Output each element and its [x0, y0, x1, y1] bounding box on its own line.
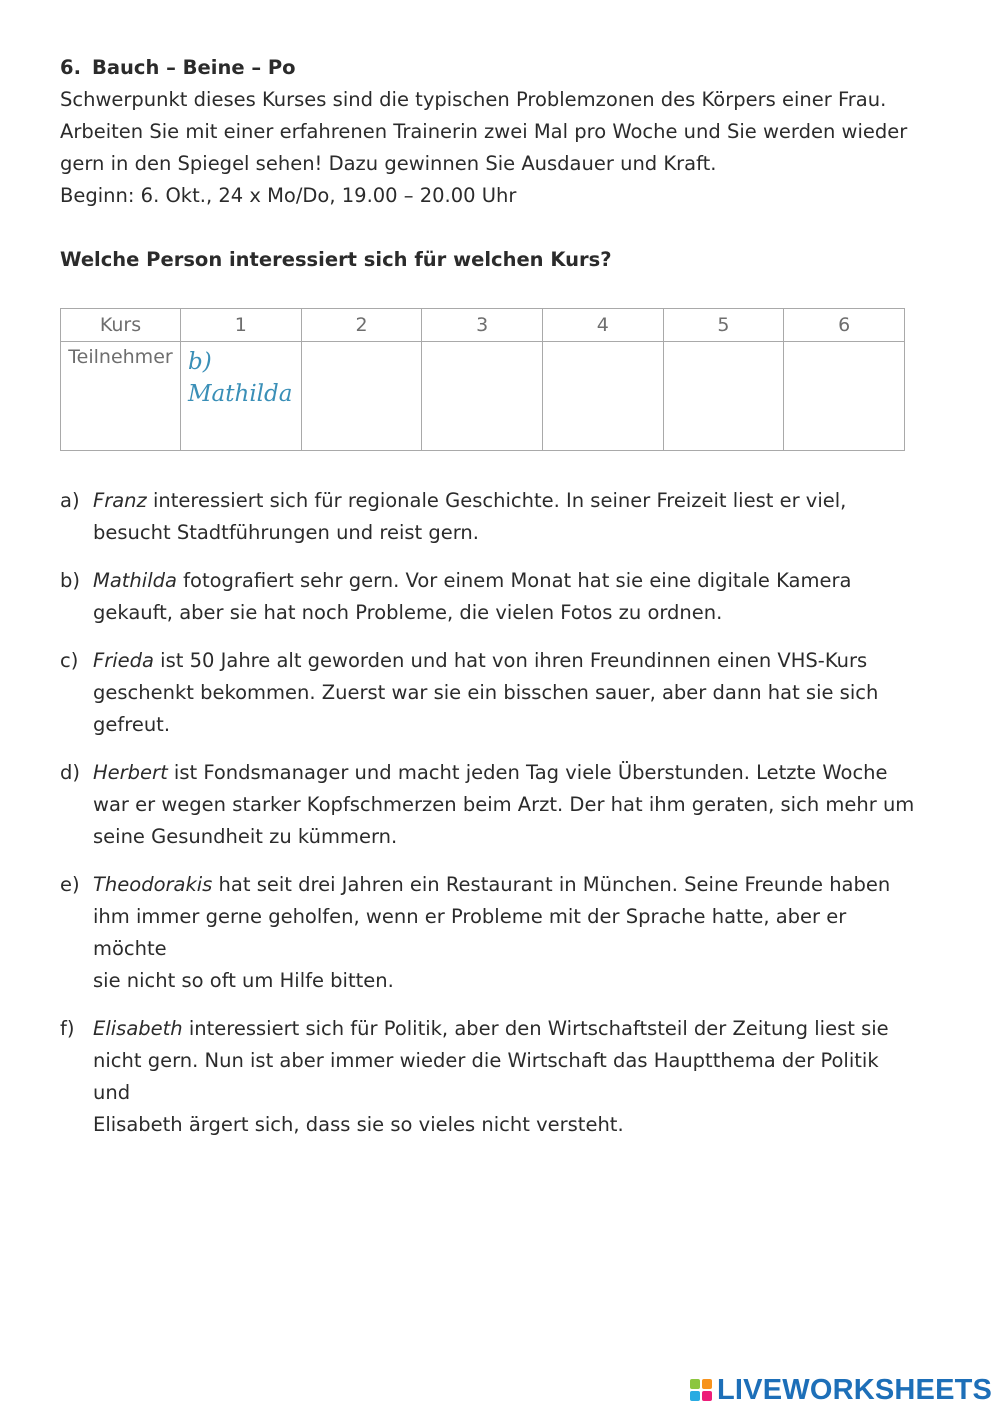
logo-square [690, 1379, 700, 1389]
item-line: gefreut. [93, 713, 171, 736]
person-name: Elisabeth [93, 1017, 183, 1040]
person-name: Theodorakis [93, 873, 213, 896]
list-item [60, 757, 920, 853]
course-column-header: 2 [301, 309, 422, 342]
course-line: Arbeiten Sie mit einer erfahrenen Trainerin zwei Mal pro Woche und Sie werden wieder [60, 120, 908, 143]
list-item [60, 1013, 920, 1141]
item-line: war er wegen starker Kopfschmerzen beim Arzt. Der hat ihm geraten, sich mehr um [93, 793, 915, 816]
answer-letter: b) [188, 349, 212, 375]
item-line: nicht gern. Nun ist aber immer wieder die Wirtschaft das Hauptthema der Politik und [93, 1049, 879, 1104]
item-letter: c) [60, 649, 79, 672]
person-list [60, 485, 920, 1157]
item-line: ist 50 Jahre alt geworden und hat von ihren Freundinnen einen VHS-Kurs [153, 649, 868, 672]
answer-cell-2[interactable] [301, 342, 422, 451]
list-item [60, 565, 920, 629]
item-text [93, 645, 920, 677]
item-text [93, 565, 920, 597]
list-item [60, 485, 920, 549]
answer-name: Mathilda [188, 381, 293, 407]
person-name: Frieda [93, 649, 154, 672]
course-description [60, 52, 920, 212]
item-text [93, 757, 920, 789]
logo-square [702, 1391, 712, 1401]
course-title [60, 52, 920, 84]
row-label-cell: Teilnehmer [61, 342, 181, 451]
item-letter: a) [60, 489, 80, 512]
answer-cell-1[interactable] [181, 342, 302, 451]
logo-square [702, 1379, 712, 1389]
item-line: ihm immer gerne geholfen, wenn er Probleme mit der Sprache hatte, aber er möchte [93, 905, 847, 960]
answer-cell-4[interactable] [542, 342, 663, 451]
item-line: fotografiert sehr gern. Vor einem Monat hat sie eine digitale Kamera [176, 569, 852, 592]
item-line: interessiert sich für regionale Geschichte. In seiner Freizeit liest er viel, [146, 489, 847, 512]
header-label-cell: Kurs [61, 309, 181, 342]
item-letter: d) [60, 761, 80, 784]
answer-cell-6[interactable] [784, 342, 905, 451]
person-name: Franz [93, 489, 147, 512]
item-line: seine Gesundheit zu kümmern. [93, 825, 398, 848]
item-line: sie nicht so oft um Hilfe bitten. [93, 969, 394, 992]
course-line: Schwerpunkt dieses Kurses sind die typischen Problemzonen des Körpers einer Frau. [60, 88, 887, 111]
logo-text: LIVEWORKSHEETS [717, 1373, 993, 1406]
course-column-header: 3 [422, 309, 543, 342]
logo-squares-icon [690, 1379, 712, 1401]
liveworksheets-logo [690, 1374, 992, 1406]
task-question: Welche Person interessiert sich für welchen Kurs? [60, 248, 612, 271]
assignment-table [60, 308, 905, 451]
item-text [93, 869, 920, 901]
item-letter: b) [60, 569, 80, 592]
item-letter: f) [60, 1017, 75, 1040]
logo-square [690, 1391, 700, 1401]
course-column-header: 5 [663, 309, 784, 342]
course-column-header: 4 [542, 309, 663, 342]
answer-cell-5[interactable] [663, 342, 784, 451]
person-name: Mathilda [93, 569, 177, 592]
item-line: hat seit drei Jahren ein Restaurant in München. Seine Freunde haben [212, 873, 891, 896]
item-line: interessiert sich für Politik, aber den Wirtschaftsteil der Zeitung liest sie [182, 1017, 889, 1040]
item-text [93, 485, 920, 517]
item-line: gekauft, aber sie hat noch Probleme, die vielen Fotos zu ordnen. [93, 601, 723, 624]
item-text [93, 1013, 920, 1045]
person-name: Herbert [93, 761, 168, 784]
item-line: geschenkt bekommen. Zuerst war sie ein bisschen sauer, aber dann hat sie sich [93, 681, 879, 704]
course-column-header: 1 [181, 309, 302, 342]
course-title-text: Bauch – Beine – Po [92, 56, 296, 79]
course-number: 6. [60, 56, 81, 79]
table-row [61, 342, 905, 451]
item-letter: e) [60, 873, 80, 896]
item-line: Elisabeth ärgert sich, dass sie so vieles nicht versteht. [93, 1113, 624, 1136]
answer-cell-3[interactable] [422, 342, 543, 451]
course-line: gern in den Spiegel sehen! Dazu gewinnen Sie Ausdauer und Kraft. [60, 152, 717, 175]
table-header-row [61, 309, 905, 342]
course-schedule: Beginn: 6. Okt., 24 x Mo/Do, 19.00 – 20.00 Uhr [60, 184, 517, 207]
list-item [60, 869, 920, 997]
list-item [60, 645, 920, 741]
item-line: besucht Stadtführungen und reist gern. [93, 521, 479, 544]
item-line: ist Fondsmanager und macht jeden Tag viele Überstunden. Letzte Woche [167, 761, 888, 784]
course-column-header: 6 [784, 309, 905, 342]
